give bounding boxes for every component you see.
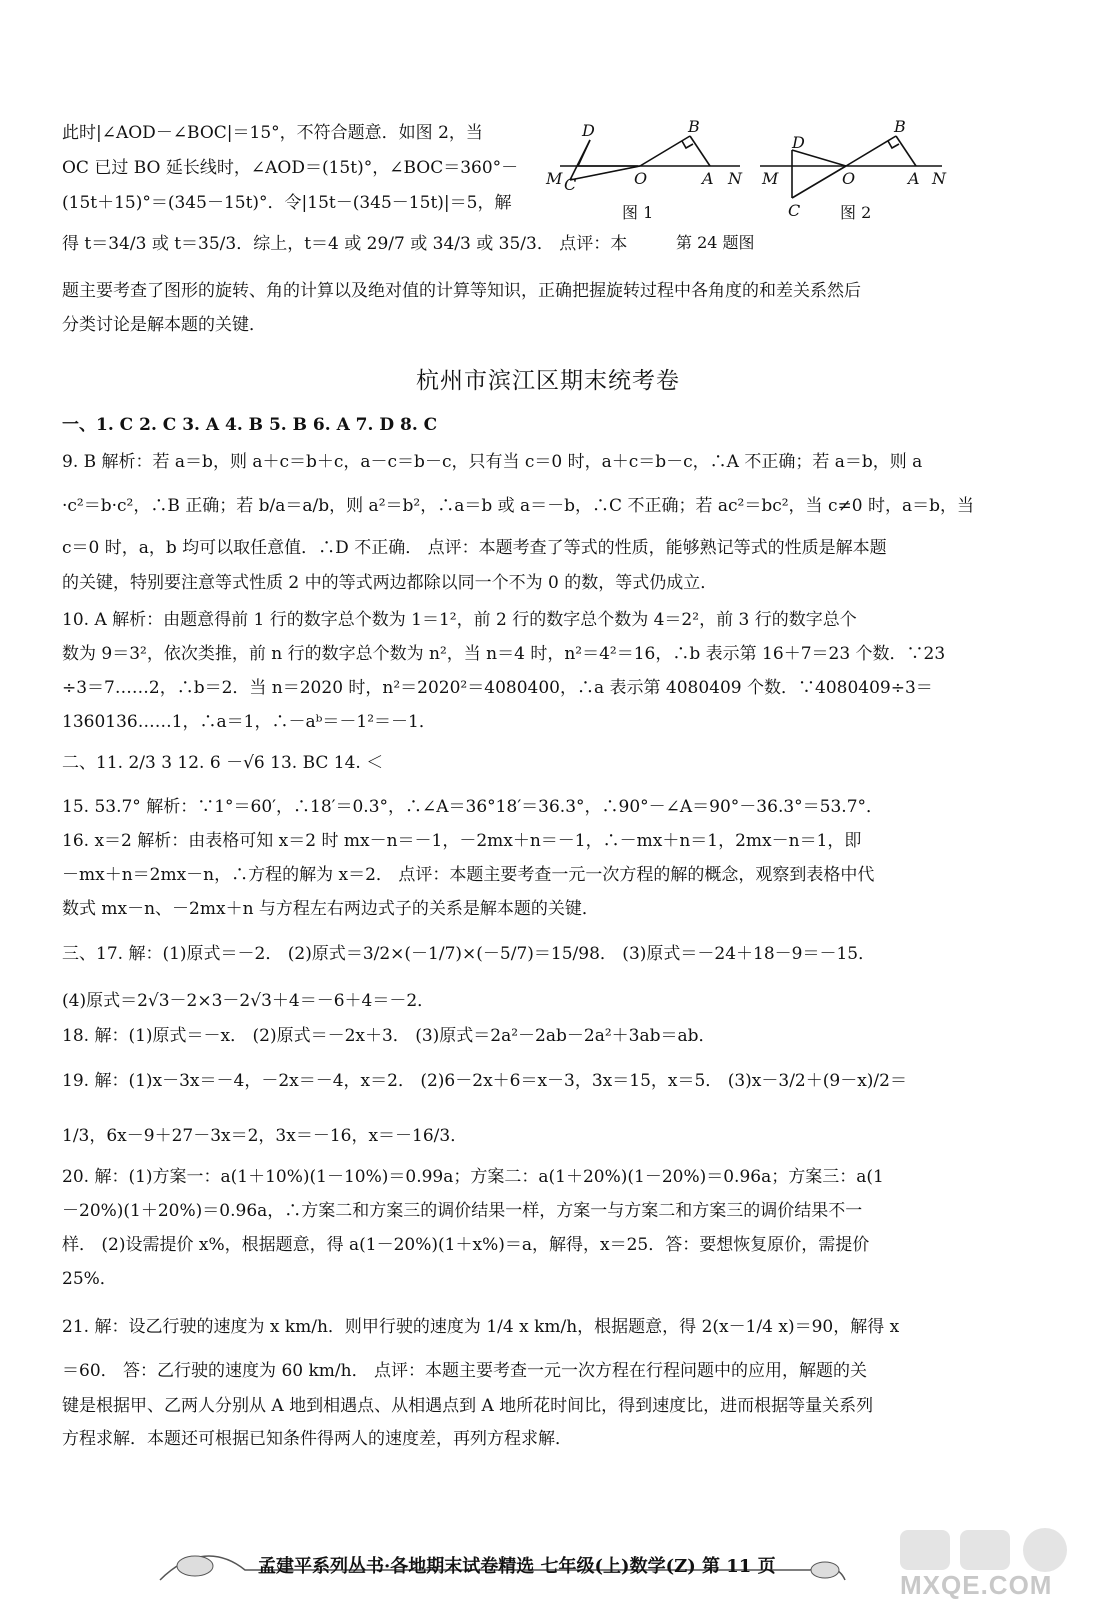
text-line: 数式 mx－n、－2mx＋n 与方程左右两边式子的关系是解本题的关键．	[62, 899, 599, 919]
label-B: B	[688, 117, 700, 136]
label-A: A	[702, 169, 714, 188]
label-C: C	[564, 175, 577, 194]
label-O: O	[634, 169, 648, 188]
text-line: 方程求解．本题还可根据已知条件得两人的速度差，再列方程求解．	[62, 1429, 572, 1449]
text-line: －mx＋n＝2mx－n，∴方程的解为 x＝2． 点评：本题主要考查一元一次方程的解的概念，观察到表格中代	[62, 865, 875, 885]
text-line: 的关键，特别要注意等式性质 2 中的等式两边都除以同一个不为 0 的数，等式仍成立．	[62, 573, 718, 593]
text-line: 键是根据甲、乙两人分别从 A 地到相遇点、从相遇点到 A 地所花时间比，得到速度比，进而根据等量关系列	[62, 1396, 874, 1416]
text-line: 19. 解：(1)x－3x＝－4，－2x＝－4，x＝2． (2)6－2x＋6＝x－3，3x＝15，x＝5． (3)x－3/2＋(9－x)/2＝	[62, 1071, 907, 1091]
text-line: 此时|∠AOD－∠BOC|＝15°，不符合题意．如图 2，当	[62, 123, 483, 143]
label-B: B	[894, 117, 906, 136]
text-line: ÷3＝7……2，∴b＝2．当 n＝2020 时，n²＝2020²＝4080400，∴a 表示第 4080409 个数．∵4080409÷3＝	[62, 678, 933, 698]
label-N: N	[728, 169, 742, 188]
fig2-caption: 图 2	[840, 203, 872, 222]
text-line: 二、11. 2/3 3 12. 6 －√6 13. BC 14. ＜	[62, 753, 384, 773]
label-O: O	[842, 169, 856, 188]
text-line: 25%．	[62, 1269, 117, 1289]
text-line: OC 已过 BO 延长线时，∠AOD＝(15t)°，∠BOC＝360°－	[62, 158, 519, 178]
text-line: 数为 9＝3²，依次类推，前 n 行的数字总个数为 n²，当 n＝4 时，n²＝4²＝16，∴b 表示第 16＋7＝23 个数．∵23	[62, 644, 946, 664]
footer-text: 孟建平系列丛书·各地期末试卷精选 七年级(上)数学(Z) 第 11 页	[258, 1556, 776, 1577]
text-line: 一、1. C 2. C 3. A 4. B 5. B 6. A 7. D 8. C	[62, 415, 438, 435]
text-line: 10. A 解析：由题意得前 1 行的数字总个数为 1＝1²，前 2 行的数字总个数为 4＝2²，前 3 行的数字总个	[62, 610, 857, 630]
label-C: C	[788, 201, 801, 220]
text-line: ＝60． 答：乙行驶的速度为 60 km/h． 点评：本题主要考查一元一次方程在行程问题中的应用，解题的关	[62, 1361, 867, 1381]
text-line: 18. 解：(1)原式＝－x． (2)原式＝－2x＋3． (3)原式＝2a²－2ab－2a²＋3ab＝ab．	[62, 1026, 716, 1046]
text-line: 15. 53.7° 解析：∵1°＝60′，∴18′＝0.3°，∴∠A＝36°18′＝36.3°，∴90°－∠A＝90°－36.3°＝53.7°．	[62, 797, 884, 817]
text-line: c＝0 时，a，b 均可以取任意值．∴D 不正确． 点评：本题考查了等式的性质，能够熟记等式的性质是解本题	[62, 538, 887, 558]
text-line: 得 t＝34/3 或 t＝35/3．综上，t＝4 或 29/7 或 34/3 或 35/3． 点评：本	[62, 234, 628, 254]
text-line: 9. B 解析：若 a＝b，则 a＋c＝b＋c，a－c＝b－c，只有当 c＝0 时，a＋c＝b－c，∴A 不正确；若 a＝b，则 a	[62, 452, 923, 472]
text-line: 样． (2)设需提价 x%，根据题意，得 a(1－20%)(1＋x%)＝a，解得，x＝25．答：要想恢复原价，需提价	[62, 1235, 870, 1255]
label-N: N	[932, 169, 946, 188]
label-M: M	[546, 169, 563, 188]
text-line: 题主要考查了图形的旋转、角的计算以及绝对值的计算等知识，正确把握旋转过程中各角度的和差关系然后	[62, 281, 861, 301]
label-A: A	[908, 169, 920, 188]
text-line: 16. x＝2 解析：由表格可知 x＝2 时 mx－n＝－1，－2mx＋n＝－1，∴－mx＋n＝1，2mx－n＝1，即	[62, 831, 862, 851]
text-line: (4)原式＝2√3－2×3－2√3＋4＝－6＋4＝－2．	[62, 991, 435, 1011]
figure-24	[530, 118, 960, 268]
figure-caption: 第 24 题图	[676, 233, 755, 252]
label-D: D	[792, 133, 805, 152]
label-D: D	[582, 121, 595, 140]
text-line: －20%)(1＋20%)＝0.96a，∴方案二和方案三的调价结果一样，方案一与方案二和方案三的调价结果不一	[62, 1201, 863, 1221]
watermark-url: MXQE.COM	[900, 1570, 1053, 1600]
text-line: (15t＋15)°＝(345－15t)°．令|15t－(345－15t)|＝5，解	[62, 193, 512, 213]
text-line: 三、17. 解：(1)原式＝－2． (2)原式＝3/2×(－1/7)×(－5/7)＝15/98． (3)原式＝－24＋18－9＝－15．	[62, 944, 876, 964]
text-line: 21. 解：设乙行驶的速度为 x km/h．则甲行驶的速度为 1/4 x km/h，根据题意，得 2(x－1/4 x)＝90，解得 x	[62, 1317, 900, 1337]
text-line: ·c²＝b·c²，∴B 正确；若 b/a＝a/b，则 a²＝b²，∴a＝b 或 a＝－b，∴C 不正确；若 ac²＝bc²，当 c≠0 时，a＝b，当	[62, 496, 974, 516]
text-line: 20. 解：(1)方案一：a(1＋10%)(1－10%)＝0.99a；方案二：a(1＋20%)(1－20%)＝0.96a；方案三：a(1	[62, 1167, 884, 1187]
label-M: M	[762, 169, 779, 188]
fig1-caption: 图 1	[622, 203, 654, 222]
text-line: 分类讨论是解本题的关键．	[62, 315, 266, 335]
text-line: 1/3，6x－9＋27－3x＝2，3x＝－16，x＝－16/3．	[62, 1126, 468, 1146]
page-footer	[150, 1540, 850, 1590]
figure-2	[760, 136, 942, 198]
text-line: 1360136……1，∴a＝1，∴－aᵇ＝－1²＝－1．	[62, 712, 436, 732]
section-title: 杭州市滨江区期末统考卷	[416, 368, 680, 394]
